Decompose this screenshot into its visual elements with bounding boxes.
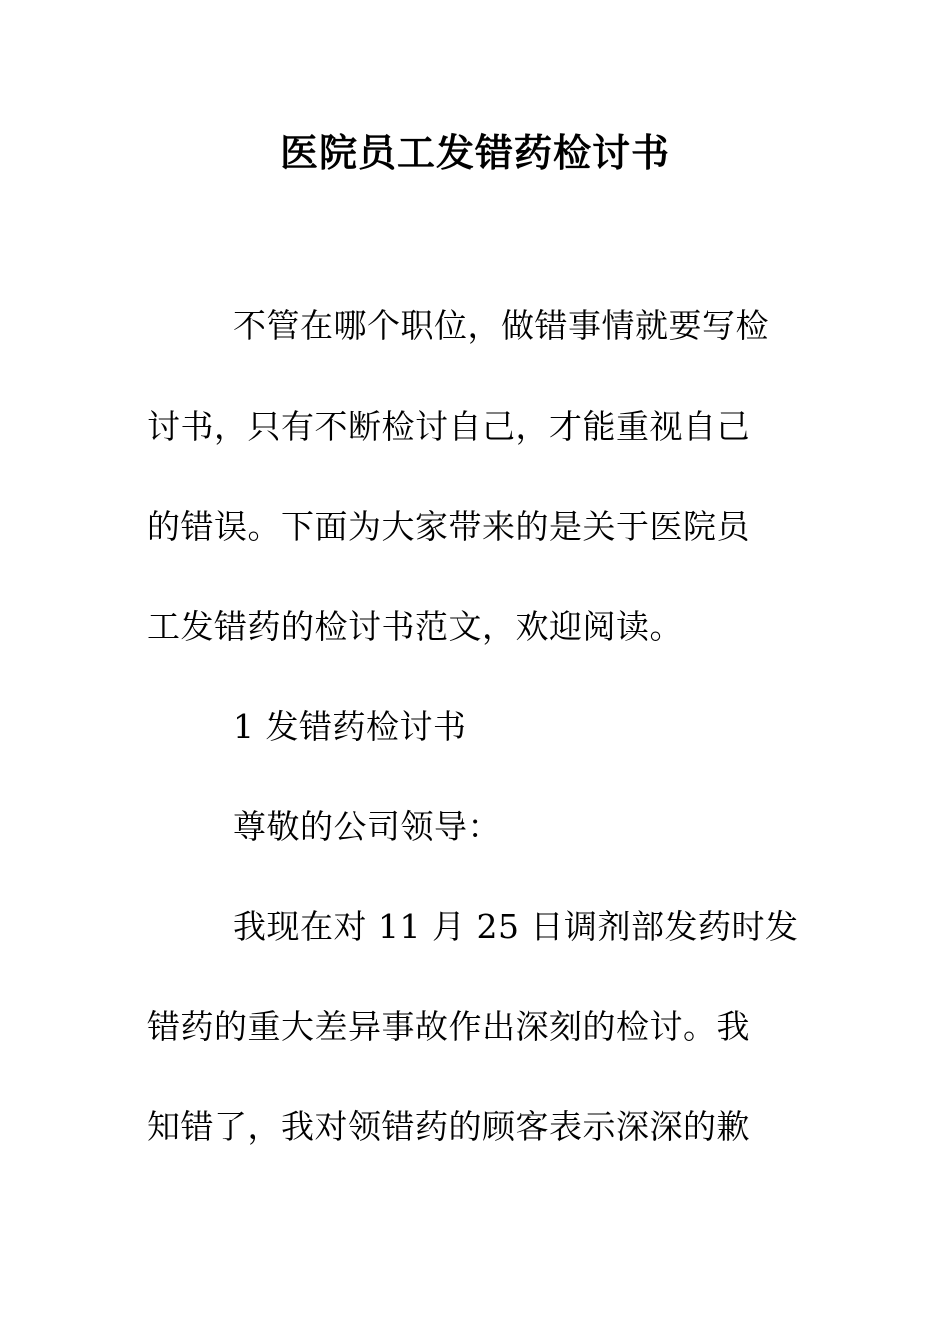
paragraph-line: 错药的重大差异事故作出深刻的检讨。我 — [147, 1007, 750, 1046]
paragraph-line: 工发错药的检讨书范文，欢迎阅读。 — [147, 607, 683, 646]
paragraph-line: 不管在哪个职位，做错事情就要写检 — [233, 306, 769, 345]
section-heading: 1 发错药检讨书 — [233, 707, 467, 746]
document-title: 医院员工发错药检讨书 — [279, 130, 670, 175]
salutation: 尊敬的公司领导： — [233, 807, 501, 846]
paragraph-line: 的错误。下面为大家带来的是关于医院员 — [147, 507, 750, 546]
paragraph-line: 讨书，只有不断检讨自己，才能重视自己 — [147, 407, 750, 446]
paragraph-line: 知错了，我对领错药的顾客表示深深的歉 — [147, 1107, 750, 1146]
paragraph-line: 我现在对 11 月 25 日调剂部发药时发 — [233, 907, 799, 946]
